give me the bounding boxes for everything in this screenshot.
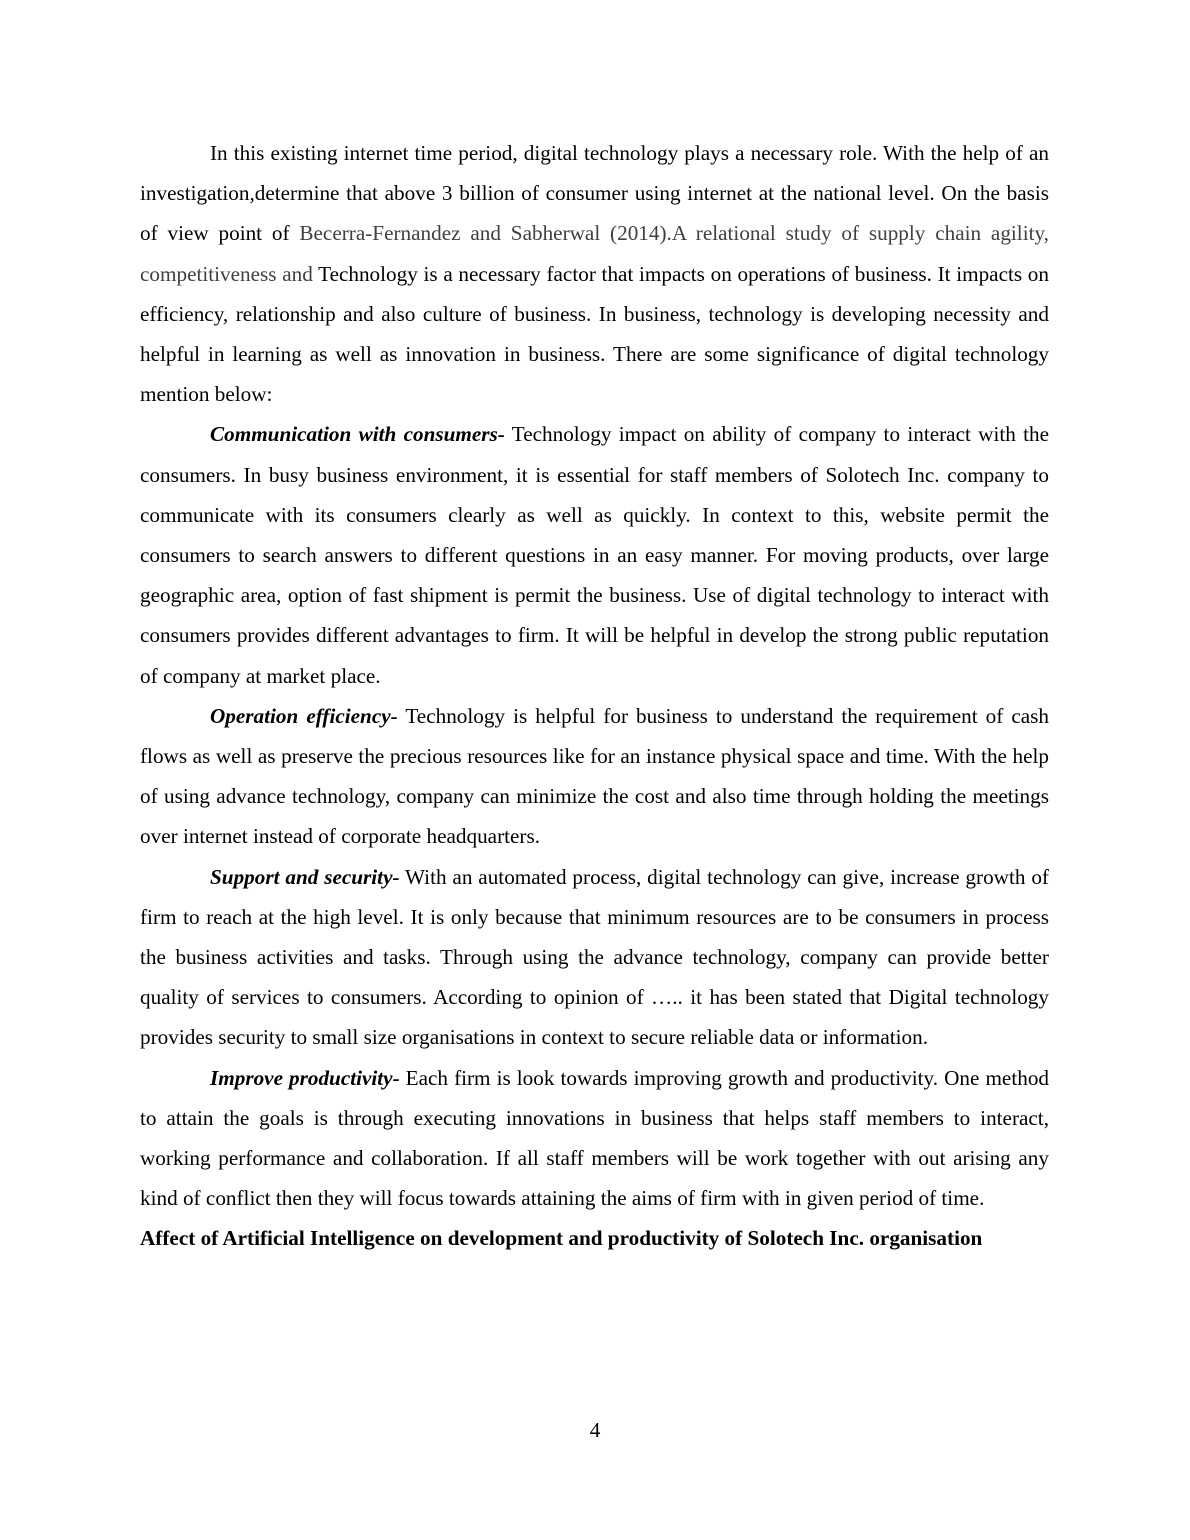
intro-text-before: In this existing internet time period, digital technology plays a necessary role. With the help of an investigation,determine that above 3 billion of consumer using internet at the national level. On the basis of view point of <box>140 141 1049 246</box>
section-lead: Communication with consumers- <box>210 422 505 447</box>
section-text: Technology impact on ability of company to interact with the consumers. In busy business environment, it is essential for staff members of Solotech Inc. company to communicate with its consumers clearly as well as quickly. In context to this, website permit the consumers to search answers to different questions in an easy manner. For moving products, over large geographic area, option of fast shipment is permit the business. Use of digital technology to interact with consumers provides different advantages to firm. It will be helpful in develop the strong public reputation of company at market place. <box>140 422 1050 688</box>
document-body <box>140 133 1049 1259</box>
section-lead: Operation efficiency- <box>210 703 398 728</box>
citation: Becerra-Fernandez and Sabherwal (2014).A relational study of supply chain agility, competitiveness and <box>140 221 1049 286</box>
intro-text-after: Technology is a necessary factor that impacts on operations of business. It impacts on efficiency, relationship and also culture of business. In business, technology is developing necessity and helpful in learning as well as innovation in business. There are some significance of digital technology mention below: <box>140 261 1049 407</box>
section-text: Technology is helpful for business to understand the requirement of cash flows as well as preserve the precious resources like for an instance physical space and time. With the help of using advance technology, company can minimize the cost and also time through holding the meetings over internet instead of corporate headquarters. <box>140 703 1049 849</box>
section-operation-efficiency <box>140 696 1049 857</box>
section-lead: Improve productivity- <box>210 1065 400 1090</box>
section-text: Each firm is look towards improving growth and productivity. One method to attain the goals is through executing innovations in business that helps staff members to interact, working performance and collaboration. If all staff members will be work together with out arising any kind of conflict then they will focus towards attaining the aims of firm with in given period of time. <box>140 1065 1050 1211</box>
section-text: With an automated process, digital technology can give, increase growth of firm to reach at the high level. It is only because that minimum resources are to be consumers in process the business activities and tasks. Through using the advance technology, company can provide better quality of services to consumers. According to opinion of ….. it has been stated that Digital technology provides security to small size organisations in context to secure reliable data or information. <box>140 864 1049 1050</box>
section-heading: Affect of Artificial Intelligence on development and productivity of Solotech Inc. organisation <box>140 1226 983 1251</box>
intro-paragraph <box>140 133 1049 414</box>
page-number: 4 <box>589 1418 601 1442</box>
section-support-security <box>140 857 1049 1058</box>
section-lead: Support and security- <box>210 864 400 889</box>
section-communication <box>140 414 1049 695</box>
section-improve-productivity <box>140 1058 1049 1219</box>
